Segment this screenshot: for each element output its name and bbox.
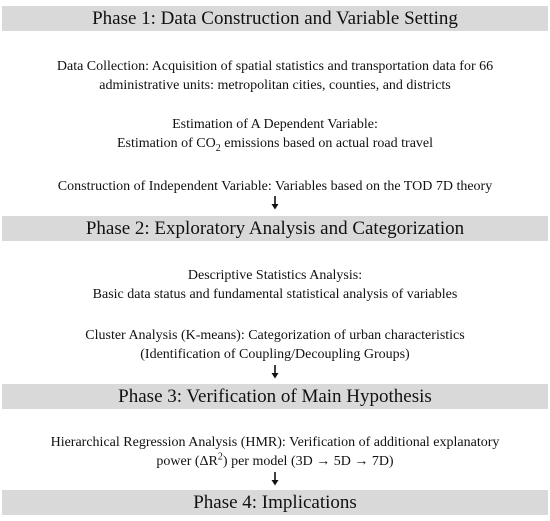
- hmr-line-2-post: ) per model (3D → 5D → 7D): [222, 454, 394, 469]
- phase-3-header: Phase 3: Verification of Main Hypothesis: [2, 384, 548, 409]
- phase-1-header: Phase 1: Data Construction and Variable Setting: [2, 6, 548, 31]
- hmr-line-1: Hierarchical Regression Analysis (HMR): Verification of additional explanatory: [50, 435, 500, 450]
- cluster-analysis-line-1: Cluster Analysis (K-means): Categorization of urban characteristics: [85, 328, 465, 343]
- dependent-variable-text: [0, 115, 550, 153]
- down-arrow-icon: [270, 365, 280, 379]
- down-arrow-icon: [270, 472, 280, 486]
- hierarchical-regression-text: [0, 433, 550, 471]
- hmr-line-2: [0, 452, 550, 471]
- dependent-variable-body: [0, 134, 550, 153]
- independent-variable-text: Construction of Independent Variable: Variables based on the TOD 7D theory: [57, 179, 493, 194]
- data-collection-line-2: administrative units: metropolitan cities, counties, and districts: [99, 78, 451, 93]
- data-collection-text: [0, 57, 550, 95]
- data-collection-line-1: Data Collection: Acquisition of spatial statistics and transportation data for 66: [56, 59, 494, 74]
- descriptive-statistics-text: [0, 266, 550, 304]
- hmr-line-2-pre: power (ΔR: [156, 454, 218, 469]
- descriptive-statistics-body: Basic data status and fundamental statistical analysis of variables: [92, 287, 458, 302]
- phase-4-header: Phase 4: Implications: [2, 490, 548, 515]
- descriptive-statistics-heading: Descriptive Statistics Analysis:: [187, 268, 363, 283]
- dep-var-subscript: 2: [215, 142, 221, 154]
- dep-var-pre: Estimation of CO: [116, 136, 216, 151]
- dependent-variable-heading: Estimation of A Dependent Variable:: [172, 117, 378, 132]
- down-arrow-icon: [270, 196, 280, 210]
- phase-2-header: Phase 2: Exploratory Analysis and Categorization: [2, 216, 548, 241]
- cluster-analysis-text: [0, 326, 550, 364]
- dep-var-post: emissions based on actual road travel: [220, 136, 434, 151]
- cluster-analysis-line-2: (Identification of Coupling/Decoupling Groups): [140, 347, 410, 362]
- hmr-superscript: 2: [217, 451, 223, 463]
